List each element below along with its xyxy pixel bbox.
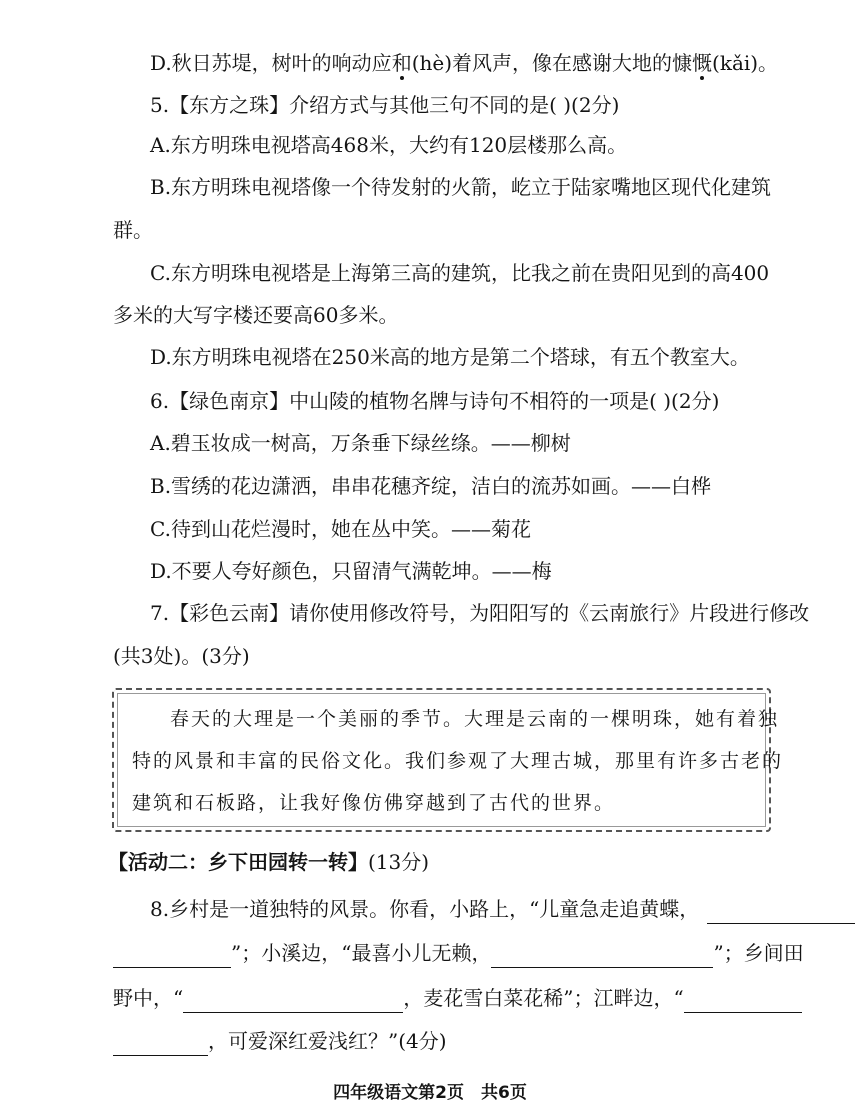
q5-option-c-line2: 多米的大写字楼还要高60多米。: [113, 303, 399, 327]
q8-text-2b: ”；乡间田: [713, 941, 804, 965]
q8-blank-4b[interactable]: [113, 1033, 208, 1056]
q8-text-1: 8.乡村是一道独特的风景。你看，小路上，“儿童急走追黄蝶，: [150, 897, 700, 921]
q5-option-c-line1: C.东方明珠电视塔是上海第三高的建筑，比我之前在贵阳见到的高400: [150, 261, 770, 285]
q7-passage-line3: 建筑和石板路，让我好像仿佛穿越到了古代的世界。: [132, 792, 616, 814]
q7-stem-line2: (共3处)。(3分): [113, 644, 250, 668]
q5-option-d: D.东方明珠电视塔在250米高的地方是第二个塔球，有五个教室大。: [150, 345, 750, 369]
q7-stem-line1: 7.【彩色云南】请你使用修改符号，为阳阳写的《云南旅行》片段进行修改: [150, 601, 810, 625]
q8-blank-1b[interactable]: [113, 945, 231, 968]
q5-option-b-line2: 群。: [113, 218, 153, 242]
q4d-dotted-char-1: 和: [391, 51, 412, 75]
q7-passage-line1: 春天的大理是一个美丽的季节。大理是云南的一棵明珠，她有着独: [170, 708, 780, 730]
q8-text-3b: ，麦花雪白菜花稀”；江畔边，“: [403, 986, 684, 1010]
q4-option-d: [150, 48, 778, 78]
q8-line4: [113, 1026, 447, 1056]
q8-blank-4a[interactable]: [684, 990, 802, 1013]
q8-text-4: ，可爱深红爱浅红？”(4分): [208, 1029, 447, 1053]
activity2-heading: [108, 847, 429, 877]
page-footer: 四年级语文第2页 共6页: [333, 1083, 527, 1103]
q5-option-b-line1: B.东方明珠电视塔像一个待发射的火箭，屹立于陆家嘴地区现代化建筑: [150, 175, 772, 199]
q6-option-a: A.碧玉妆成一树高，万条垂下绿丝绦。——柳树: [150, 431, 571, 455]
q5-stem: 5.【东方之珠】介绍方式与其他三句不同的是( )(2分): [150, 93, 620, 117]
q6-option-d: D.不要人夸好颜色，只留清气满乾坤。——梅: [150, 559, 552, 583]
q6-stem: 6.【绿色南京】中山陵的植物名牌与诗句不相符的一项是( )(2分): [150, 389, 720, 413]
q4d-part2: (hè)着风声，像在感谢大地的慷: [411, 51, 693, 75]
q8-line2: [113, 938, 804, 968]
q8-blank-1a[interactable]: [707, 901, 855, 924]
q8-blank-2[interactable]: [491, 945, 713, 968]
q8-text-2a: ”；小溪边，“最喜小儿无赖，: [231, 941, 492, 965]
q4d-part3: (kǎi)。: [712, 51, 779, 75]
q8-line1: [150, 894, 855, 924]
q4d-dotted-char-2: 慨: [692, 51, 713, 75]
q5-option-a: A.东方明珠电视塔高468米，大约有120层楼那么高。: [150, 133, 628, 157]
q6-option-b: B.雪绣的花边潇洒，串串花穗齐绽，洁白的流苏如画。——白桦: [150, 474, 712, 498]
q8-text-3a: 野中，“: [113, 986, 184, 1010]
q4d-part1: D.秋日苏堤，树叶的响动应: [150, 51, 392, 75]
q6-option-c: C.待到山花烂漫时，她在丛中笑。——菊花: [150, 517, 531, 541]
activity2-score: (13分): [368, 850, 430, 874]
q8-line3: [113, 983, 802, 1013]
q8-blank-3[interactable]: [183, 990, 403, 1013]
q7-passage-line2: 特的风景和丰富的民俗文化。我们参观了大理古城，那里有许多古老的: [132, 750, 784, 772]
activity2-title: 【活动二：乡下田园转一转】: [108, 850, 368, 874]
